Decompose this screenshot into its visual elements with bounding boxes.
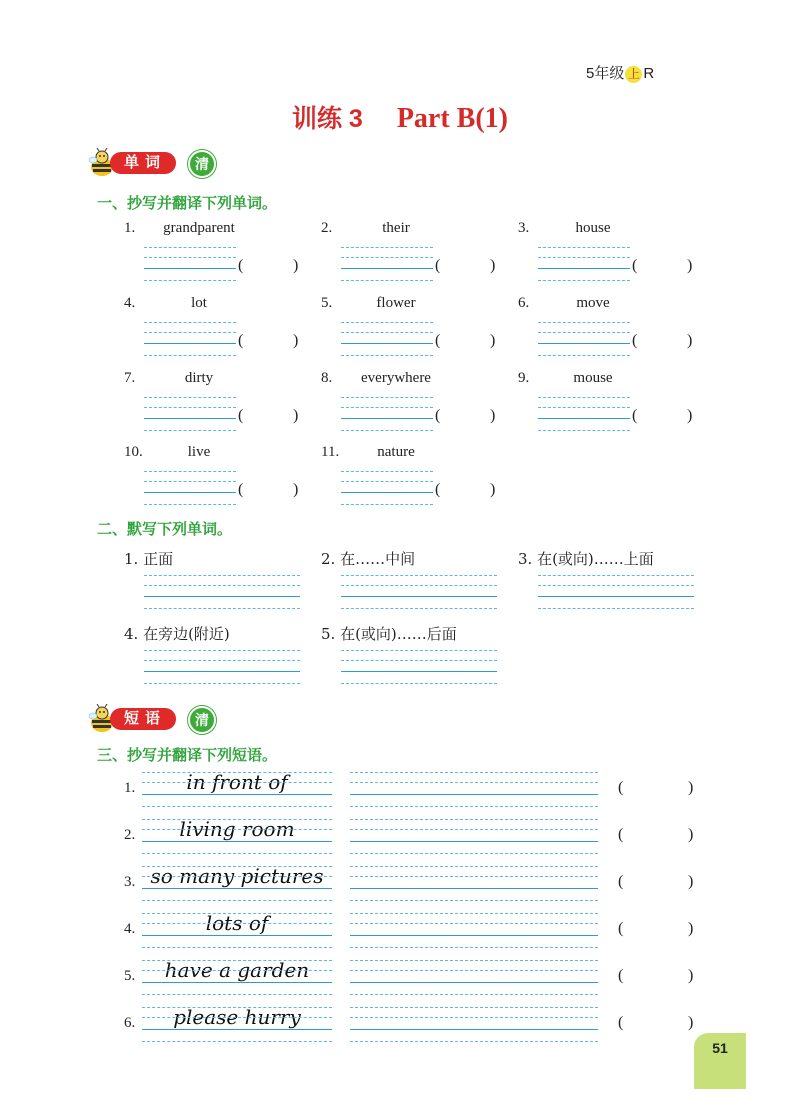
- phrase-number: 4.: [124, 921, 136, 937]
- word-write-line[interactable]: [341, 492, 433, 493]
- phrase-copy-line[interactable]: [142, 982, 332, 983]
- dictation-label: 1. 正面: [124, 550, 174, 568]
- dashed-line: [350, 970, 598, 971]
- translation-open-paren: (: [238, 332, 244, 349]
- translation-close-paren: ): [687, 407, 693, 424]
- translation-close-paren: ): [688, 920, 694, 937]
- dictation-write-line[interactable]: [538, 596, 694, 597]
- word-number: 3.: [518, 220, 530, 236]
- dashed-line: [142, 866, 332, 867]
- word-label: house: [575, 220, 611, 236]
- phrase-text: in front of: [186, 770, 288, 794]
- translation-close-paren: ): [687, 332, 693, 349]
- word-write-line[interactable]: [144, 418, 236, 419]
- dashed-line: [144, 471, 236, 472]
- phrase-copy-line[interactable]: [142, 841, 332, 842]
- dictation-write-line[interactable]: [144, 671, 300, 672]
- dashed-line: [142, 913, 332, 914]
- translation-open-paren: (: [435, 481, 441, 498]
- translation-open-paren: (: [618, 779, 624, 796]
- words-badge-label: 单词: [110, 152, 176, 174]
- dashed-line: [350, 853, 598, 854]
- dashed-line: [144, 575, 300, 576]
- translation-open-paren: (: [238, 257, 244, 274]
- phrase-write-line[interactable]: [350, 982, 598, 983]
- dashed-line: [350, 782, 598, 783]
- phrase-number: 1.: [124, 780, 136, 796]
- dashed-line: [142, 923, 332, 924]
- dashed-line: [341, 650, 497, 651]
- dashed-line: [142, 782, 332, 783]
- translation-close-paren: ): [490, 481, 496, 498]
- dashed-line: [341, 504, 433, 505]
- phrase-write-line[interactable]: [350, 841, 598, 842]
- word-number: 7.: [124, 370, 136, 386]
- word-label: their: [382, 220, 410, 236]
- word-number: 11.: [321, 444, 340, 460]
- dashed-line: [350, 994, 598, 995]
- phrase-text: lots of: [205, 911, 269, 935]
- dashed-line: [350, 947, 598, 948]
- dashed-line: [538, 332, 630, 333]
- page-title: [0, 99, 800, 135]
- translation-open-paren: (: [618, 873, 624, 890]
- section2-heading: 二、默写下列单词。: [97, 521, 233, 538]
- dashed-line: [341, 471, 433, 472]
- phrase-copy-line[interactable]: [142, 935, 332, 936]
- dashed-line: [144, 397, 236, 398]
- dashed-line: [142, 772, 332, 773]
- dashed-line: [144, 660, 300, 661]
- dashed-line: [341, 280, 433, 281]
- translation-close-paren: ): [688, 1014, 694, 1031]
- grade-label: [586, 62, 654, 83]
- phrase-text: have a garden: [164, 958, 310, 982]
- dashed-line: [341, 585, 497, 586]
- dashed-line: [538, 397, 630, 398]
- dashed-line: [144, 650, 300, 651]
- section3-heading: 三、抄写并翻译下列短语。: [97, 747, 278, 764]
- dashed-line: [350, 900, 598, 901]
- dashed-line: [350, 866, 598, 867]
- translation-field[interactable]: [642, 406, 686, 428]
- dashed-line: [350, 960, 598, 961]
- dashed-line: [144, 430, 236, 431]
- dashed-line: [144, 332, 236, 333]
- dashed-line: [144, 407, 236, 408]
- phrases-badge: [88, 706, 228, 732]
- dashed-line: [538, 355, 630, 356]
- dashed-line: [144, 585, 300, 586]
- dashed-line: [144, 608, 300, 609]
- dashed-line: [142, 853, 332, 854]
- word-number: 6.: [518, 295, 530, 311]
- dashed-line: [142, 994, 332, 995]
- dashed-line: [350, 772, 598, 773]
- word-number: 4.: [124, 295, 136, 311]
- phrase-write-line[interactable]: [350, 1029, 598, 1030]
- dashed-line: [341, 481, 433, 482]
- translation-field[interactable]: [628, 966, 686, 988]
- dashed-line: [350, 806, 598, 807]
- translation-open-paren: (: [435, 407, 441, 424]
- qing-icon: 清: [188, 150, 216, 178]
- word-write-line[interactable]: [538, 268, 630, 269]
- translation-open-paren: (: [632, 332, 638, 349]
- phrase-write-line[interactable]: [350, 888, 598, 889]
- dashed-line: [142, 900, 332, 901]
- dashed-line: [538, 430, 630, 431]
- dashed-line: [144, 355, 236, 356]
- translation-field[interactable]: [642, 331, 686, 353]
- translation-close-paren: ): [490, 407, 496, 424]
- dashed-line: [538, 407, 630, 408]
- dashed-line: [350, 1041, 598, 1042]
- dictation-label: 2. 在……中间: [321, 550, 416, 568]
- translation-field[interactable]: [445, 331, 489, 353]
- grade-suffix: R: [643, 65, 655, 82]
- dashed-line: [538, 280, 630, 281]
- translation-open-paren: (: [238, 481, 244, 498]
- dashed-line: [142, 947, 332, 948]
- translation-field[interactable]: [248, 331, 292, 353]
- dashed-line: [538, 247, 630, 248]
- translation-open-paren: (: [435, 332, 441, 349]
- dashed-line: [144, 322, 236, 323]
- translation-open-paren: (: [632, 257, 638, 274]
- word-write-line[interactable]: [144, 492, 236, 493]
- translation-close-paren: ): [688, 779, 694, 796]
- translation-close-paren: ): [688, 826, 694, 843]
- phrase-number: 2.: [124, 827, 136, 843]
- word-number: 9.: [518, 370, 530, 386]
- translation-close-paren: ): [688, 873, 694, 890]
- dictation-write-line[interactable]: [144, 596, 300, 597]
- phrase-text: please hurry: [173, 1005, 301, 1029]
- phrase-copy-line[interactable]: [142, 888, 332, 889]
- part-title: Part B(1): [396, 103, 509, 134]
- translation-close-paren: ): [490, 257, 496, 274]
- translation-open-paren: (: [618, 826, 624, 843]
- dashed-line: [144, 481, 236, 482]
- dashed-line: [538, 608, 694, 609]
- translation-close-paren: ): [688, 967, 694, 984]
- word-write-line[interactable]: [341, 343, 433, 344]
- dashed-line: [142, 829, 332, 830]
- phrase-write-line[interactable]: [350, 794, 598, 795]
- dashed-line: [350, 876, 598, 877]
- dashed-line: [142, 970, 332, 971]
- dashed-line: [341, 608, 497, 609]
- phrase-number: 5.: [124, 968, 136, 984]
- dashed-line: [341, 575, 497, 576]
- translation-field[interactable]: [628, 1013, 686, 1035]
- word-label: dirty: [184, 370, 214, 386]
- word-label: mouse: [573, 370, 613, 386]
- translation-close-paren: ): [293, 407, 299, 424]
- phrase-number: 3.: [124, 874, 136, 890]
- word-write-line[interactable]: [144, 343, 236, 344]
- training-title: 训练 3: [291, 105, 363, 133]
- translation-field[interactable]: [628, 825, 686, 847]
- dashed-line: [538, 322, 630, 323]
- dashed-line: [538, 257, 630, 258]
- word-label: everywhere: [361, 370, 431, 386]
- dashed-line: [341, 332, 433, 333]
- translation-field[interactable]: [445, 480, 489, 502]
- dashed-line: [144, 280, 236, 281]
- phrases-badge-label: 短语: [110, 708, 176, 730]
- dashed-line: [144, 247, 236, 248]
- translation-close-paren: ): [490, 332, 496, 349]
- phrase-write-line[interactable]: [350, 935, 598, 936]
- word-write-line[interactable]: [538, 343, 630, 344]
- dashed-line: [341, 397, 433, 398]
- dashed-line: [538, 575, 694, 576]
- phrase-text: so many pictures: [150, 864, 324, 888]
- dashed-line: [142, 819, 332, 820]
- dashed-line: [341, 355, 433, 356]
- translation-field[interactable]: [445, 256, 489, 278]
- word-write-line[interactable]: [341, 418, 433, 419]
- translation-open-paren: (: [238, 407, 244, 424]
- phrase-copy-line[interactable]: [142, 1029, 332, 1030]
- translation-field[interactable]: [628, 919, 686, 941]
- dashed-line: [341, 247, 433, 248]
- word-write-line[interactable]: [144, 268, 236, 269]
- word-number: 1.: [124, 220, 136, 236]
- dashed-line: [142, 1017, 332, 1018]
- dashed-line: [142, 960, 332, 961]
- grade-term: 上: [625, 66, 642, 83]
- word-label: nature: [377, 444, 415, 460]
- translation-close-paren: ): [293, 481, 299, 498]
- grade-prefix: 5年级: [586, 65, 625, 82]
- dashed-line: [144, 257, 236, 258]
- word-number: 2.: [321, 220, 333, 236]
- word-number: 10.: [124, 444, 143, 460]
- qing-icon: 清: [188, 706, 216, 734]
- word-number: 5.: [321, 295, 333, 311]
- translation-open-paren: (: [435, 257, 441, 274]
- translation-field[interactable]: [248, 480, 292, 502]
- translation-close-paren: ): [293, 257, 299, 274]
- translation-field[interactable]: [445, 406, 489, 428]
- translation-field[interactable]: [628, 872, 686, 894]
- dictation-write-line[interactable]: [341, 671, 497, 672]
- word-label: grandparent: [163, 220, 235, 236]
- dashed-line: [341, 322, 433, 323]
- dashed-line: [350, 923, 598, 924]
- dashed-line: [144, 683, 300, 684]
- dashed-line: [350, 1017, 598, 1018]
- translation-field[interactable]: [248, 406, 292, 428]
- translation-open-paren: (: [618, 1014, 624, 1031]
- dashed-line: [142, 1041, 332, 1042]
- translation-close-paren: ): [293, 332, 299, 349]
- dashed-line: [142, 876, 332, 877]
- dashed-line: [350, 829, 598, 830]
- translation-open-paren: (: [618, 920, 624, 937]
- translation-open-paren: (: [618, 967, 624, 984]
- translation-open-paren: (: [632, 407, 638, 424]
- dictation-label: 3. 在(或向)……上面: [518, 550, 654, 568]
- dashed-line: [341, 257, 433, 258]
- word-label: move: [576, 295, 610, 311]
- word-label: live: [187, 444, 211, 460]
- word-write-line[interactable]: [341, 268, 433, 269]
- phrase-number: 6.: [124, 1015, 136, 1031]
- word-number: 8.: [321, 370, 333, 386]
- page-number: 51: [694, 1033, 746, 1089]
- word-label: lot: [191, 295, 207, 311]
- translation-close-paren: ): [687, 257, 693, 274]
- dashed-line: [341, 660, 497, 661]
- translation-field[interactable]: [628, 778, 686, 800]
- dictation-label: 4. 在旁边(附近): [124, 625, 230, 643]
- dashed-line: [144, 504, 236, 505]
- dashed-line: [142, 1007, 332, 1008]
- translation-field[interactable]: [248, 256, 292, 278]
- words-badge: [88, 150, 228, 176]
- dashed-line: [341, 430, 433, 431]
- dashed-line: [350, 1007, 598, 1008]
- dashed-line: [341, 683, 497, 684]
- dashed-line: [142, 806, 332, 807]
- dashed-line: [341, 407, 433, 408]
- dashed-line: [350, 913, 598, 914]
- dashed-line: [350, 819, 598, 820]
- word-label: flower: [376, 295, 416, 311]
- word-write-line[interactable]: [538, 418, 630, 419]
- translation-field[interactable]: [642, 256, 686, 278]
- section1-heading: 一、抄写并翻译下列单词。: [97, 195, 278, 212]
- phrase-copy-line[interactable]: [142, 794, 332, 795]
- dictation-write-line[interactable]: [341, 596, 497, 597]
- dashed-line: [538, 585, 694, 586]
- dictation-label: 5. 在(或向)……后面: [321, 625, 457, 643]
- phrase-text: living room: [179, 817, 295, 841]
